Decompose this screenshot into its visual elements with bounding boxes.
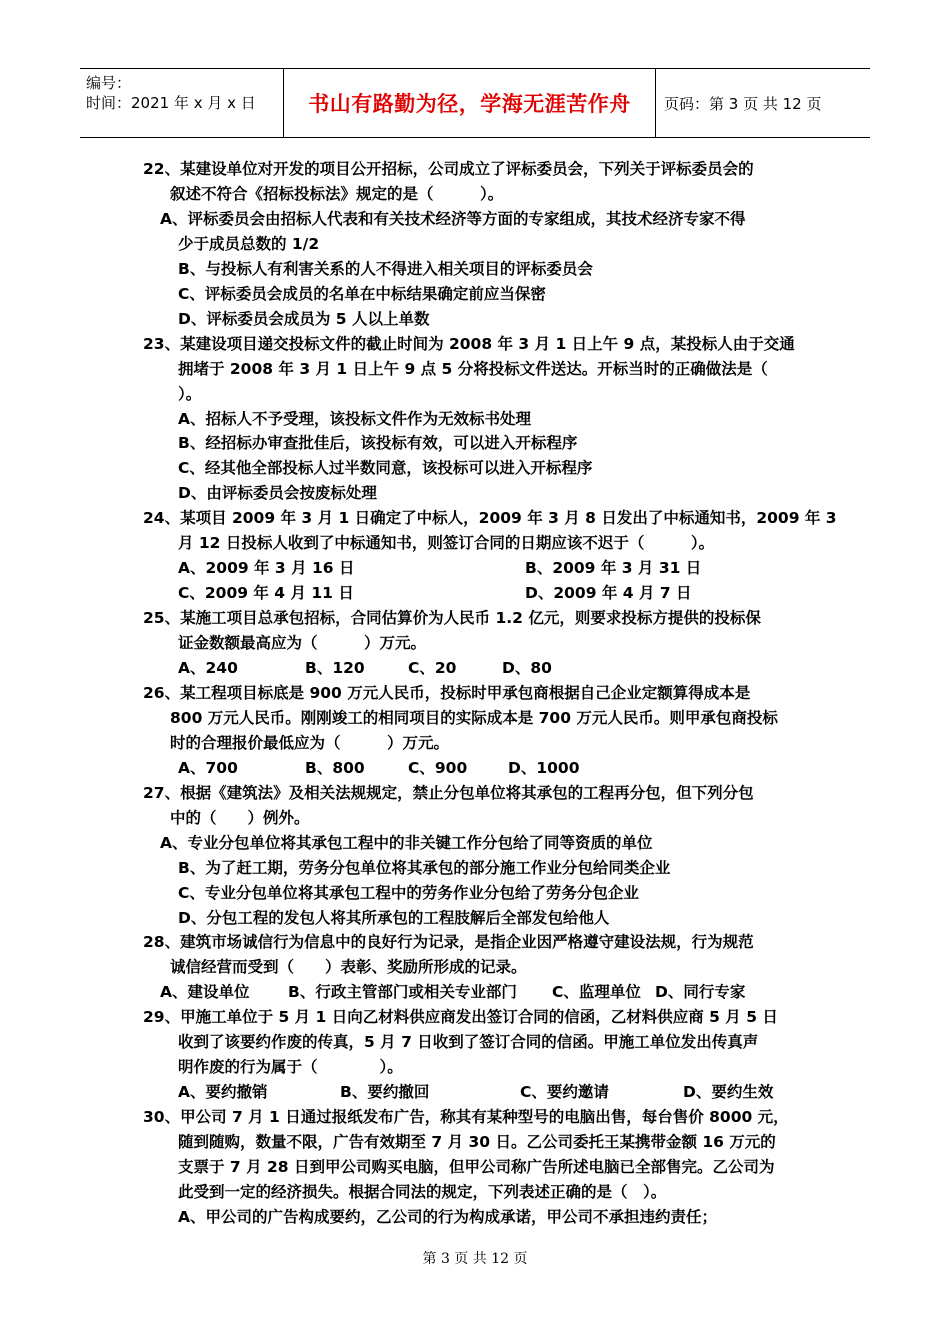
document-number: 编号： xyxy=(86,74,132,92)
text-line: 少于成员总数的 1/2 xyxy=(178,234,320,253)
text-line: C、经其他全部投标人过半数同意，该投标可以进入开标程序 xyxy=(178,459,593,478)
text-line: 此受到一定的经济损失。根据合同法的规定，下列表述正确的是（ ）。 xyxy=(178,1182,667,1201)
text-line: A、评标委员会由招标人代表和有关技术经济等方面的专家组成，其技术经济专家不得 xyxy=(160,209,746,228)
text-line: B、120 xyxy=(305,659,365,677)
text-line: B、行政主管部门或相关专业部门 xyxy=(288,983,517,1002)
text-line: A、专业分包单位将其承包工程中的非关键工作分包给了同等资质的单位 xyxy=(160,833,653,852)
text-line: A、招标人不予受理，该投标文件作为无效标书处理 xyxy=(178,409,531,428)
text-line: 30、甲公司 7 月 1 日通过报纸发布广告，称其有某种型号的电脑出售，每台售价 8000 元， xyxy=(143,1108,789,1127)
text-line: D、要约生效 xyxy=(683,1083,774,1102)
text-line: D、80 xyxy=(502,659,552,677)
text-line: 27、根据《建筑法》及相关法规规定，禁止分包单位将其承包的工程再分包，但下列分包 xyxy=(143,783,754,802)
text-line: A、甲公司的广告构成要约，乙公司的行为构成承诺，甲公司不承担违约责任； xyxy=(178,1207,717,1226)
text-line: D、同行专家 xyxy=(655,983,746,1002)
text-line: A、建设单位 xyxy=(160,983,250,1002)
text-line: 25、某施工项目总承包招标，合同估算价为人民币 1.2 亿元，则要求投标方提供的投标保 xyxy=(143,609,761,628)
text-line: A、240 xyxy=(178,659,238,677)
text-line: 28、建筑市场诚信行为信息中的良好行为记录，是指企业因严格遵守建设法规，行为规范 xyxy=(143,933,754,952)
text-line: D、1000 xyxy=(508,758,580,777)
text-line: B、2009 年 3 月 31 日 xyxy=(525,559,702,578)
text-line: 22、某建设单位对开发的项目公开招标，公司成立了评标委员会，下列关于评标委员会的 xyxy=(143,160,754,178)
text-line: 时的合理报价最低应为（ ）万元。 xyxy=(170,733,450,752)
text-line: 800 万元人民币。刚刚竣工的相同项目的实际成本是 700 万元人民币。则甲承包商投标 xyxy=(170,708,778,727)
header-motto: 书山有路勤为径，学海无涯苦作舟 xyxy=(283,69,656,137)
text-line: 支票于 7 月 28 日到甲公司购买电脑，但甲公司称广告所述电脑已全部售完。乙公司为 xyxy=(178,1158,775,1176)
text-line: 收到了该要约作废的传真，5 月 7 日收到了签订合同的信函。甲施工单位发出传真声 xyxy=(178,1033,759,1052)
text-line: B、为了赶工期，劳务分包单位将其承包的部分施工作业分包给同类企业 xyxy=(178,858,671,877)
text-line: C、评标委员会成员的名单在中标结果确定前应当保密 xyxy=(178,284,546,303)
page-header xyxy=(80,68,870,138)
text-line: C、监理单位 xyxy=(552,983,641,1002)
text-line: 叙述不符合《招标投标法》规定的是（ ）。 xyxy=(170,184,504,203)
text-line: 诚信经营而受到（ ）表彰、奖励所形成的记录。 xyxy=(170,958,527,977)
text-line: 随到随购，数量不限，广告有效期至 7 月 30 日。乙公司委托王某携带金额 16 万元的 xyxy=(178,1133,776,1152)
text-line: C、专业分包单位将其承包工程中的劳务作业分包给了劳务分包企业 xyxy=(178,883,639,902)
text-line: 明作废的行为属于（ ）。 xyxy=(178,1058,403,1077)
page-footer: 第 3 页 共 12 页 xyxy=(422,1251,528,1267)
text-line: D、2009 年 4 月 7 日 xyxy=(525,584,692,603)
text-line: 24、某项目 2009 年 3 月 1 日确定了中标人，2009 年 3 月 8 日发出了中标通知书，2009 年 3 xyxy=(143,509,837,528)
text-line: 证金数额最高应为（ ）万元。 xyxy=(178,634,427,653)
text-line: A、2009 年 3 月 16 日 xyxy=(178,559,355,578)
text-line: 29、甲施工单位于 5 月 1 日向乙材料供应商发出签订合同的信函，乙材料供应商 5 月 5 日 xyxy=(143,1008,778,1027)
text-line: D、由评标委员会按废标处理 xyxy=(178,484,377,503)
text-line: C、2009 年 4 月 11 日 xyxy=(178,584,354,603)
text-line: 拥堵于 2008 年 3 月 1 日上午 9 点 5 分将投标文件送达。开标当时的正确做法是（ xyxy=(178,359,768,378)
text-line: 23、某建设项目递交投标文件的截止时间为 2008 年 3 月 1 日上午 9 点，某投标人由于交通 xyxy=(143,334,795,353)
text-line: D、分包工程的发包人将其所承包的工程肢解后全部发包给他人 xyxy=(178,908,610,927)
text-line: C、900 xyxy=(408,758,468,777)
text-line: ）。 xyxy=(178,384,202,403)
text-line: 中的（ ）例外。 xyxy=(170,808,310,827)
text-line: D、评标委员会成员为 5 人以上单数 xyxy=(178,309,430,328)
text-line: 月 12 日投标人收到了中标通知书，则签订合同的日期应该不迟于（ ）。 xyxy=(178,534,715,553)
text-line: B、800 xyxy=(305,758,365,777)
document-date: 时间：2021 年 x 月 x 日 xyxy=(86,94,256,112)
text-line: B、经招标办审查批佳后，该投标有效，可以进入开标程序 xyxy=(178,434,578,453)
text-line: 26、某工程项目标底是 900 万元人民币，投标时甲承包商根据自己企业定额算得成本是 xyxy=(143,683,751,702)
text-line: A、700 xyxy=(178,758,238,777)
header-page-number: 页码：第 3 页 共 12 页 xyxy=(664,94,822,113)
header-meta xyxy=(80,69,283,137)
text-line: C、要约邀请 xyxy=(520,1083,609,1102)
text-line: B、与投标人有利害关系的人不得进入相关项目的评标委员会 xyxy=(178,259,593,278)
text-line: B、要约撤回 xyxy=(340,1083,430,1102)
text-line: C、20 xyxy=(408,659,457,677)
text-line: A、要约撤销 xyxy=(178,1083,268,1102)
